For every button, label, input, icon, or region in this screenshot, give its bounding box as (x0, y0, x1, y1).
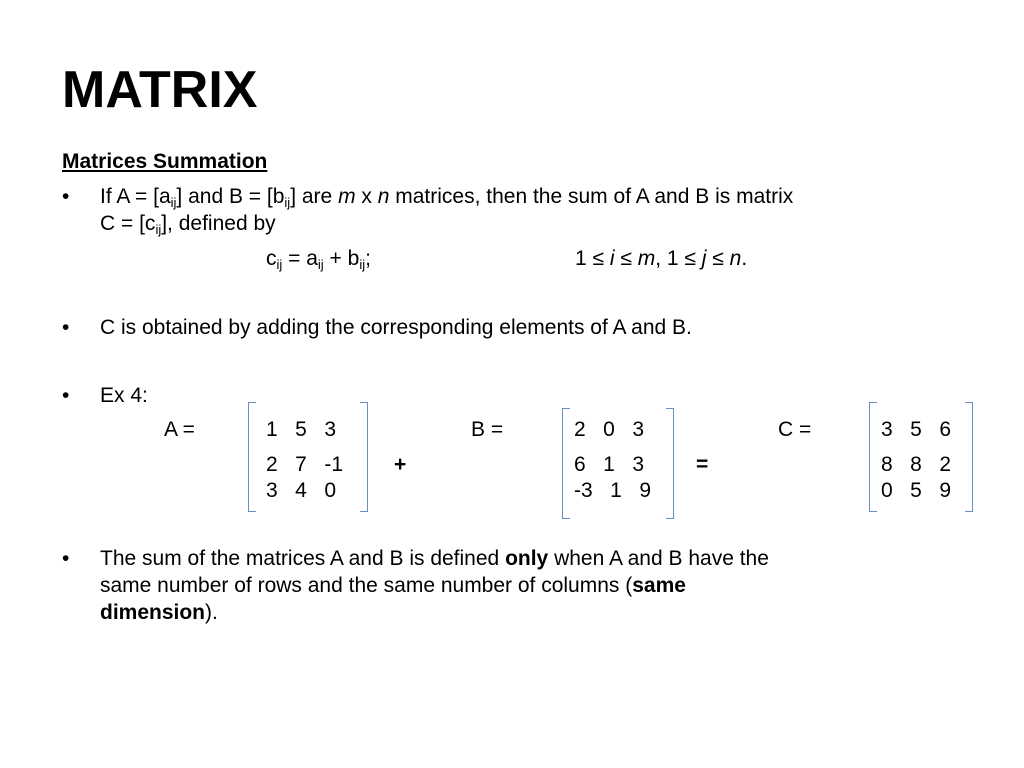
b1-text: matrices, then the sum of A and B is matrix (389, 185, 794, 208)
b1-var-n: n (377, 185, 390, 208)
matrix-b-row-1: 2 0 3 (574, 418, 645, 441)
r-text: 1 ≤ (575, 247, 610, 270)
matrix-a-row-3: 3 4 0 (266, 479, 337, 502)
f-sub: ij (359, 257, 366, 272)
r-var-n: n (729, 247, 742, 270)
b4l3-text: ). (205, 601, 218, 624)
f-sub: ij (317, 257, 324, 272)
f-sub: ij (276, 257, 283, 272)
matrix-a-right-bracket (360, 402, 368, 512)
plus-sign: + (394, 453, 407, 476)
r-text: , 1 ≤ (655, 247, 702, 270)
bullet-3-text: Ex 4: (100, 384, 148, 407)
bullet-2-text: C is obtained by adding the corresponding elements of A and B. (100, 316, 692, 339)
b4-text: when A and B have the (548, 547, 769, 570)
f-text: + b (323, 247, 360, 270)
matrix-a-left-bracket (248, 402, 256, 512)
matrix-b-row-2: 6 1 3 (574, 453, 645, 476)
r-text: ≤ (614, 247, 638, 270)
b1l2-sub: ij (155, 222, 162, 237)
b1-sub: ij (170, 195, 177, 210)
b4l2-text: same number of rows and the same number of columns ( (100, 574, 633, 597)
f-text: = a (282, 247, 318, 270)
b1l2-text: ], defined by (161, 212, 276, 235)
matrix-a-row-1: 1 5 3 (266, 418, 337, 441)
bullet-4-line-3 (100, 599, 218, 626)
matrix-a-label: A = (164, 418, 195, 441)
matrix-b-right-bracket (666, 408, 674, 519)
f-text: ; (365, 247, 371, 270)
bullet-4-line-2 (100, 572, 686, 599)
matrix-c-right-bracket (965, 402, 973, 512)
equals-sign: = (696, 453, 709, 476)
matrix-b-row-3: -3 1 9 (574, 479, 652, 502)
matrix-c-row-1: 3 5 6 (881, 418, 952, 441)
index-range (575, 245, 747, 272)
b4-text: The sum of the matrices A and B is defined (100, 547, 506, 570)
matrix-a-row-2: 2 7 -1 (266, 453, 344, 476)
bullet-marker-2: • (62, 316, 70, 339)
matrix-b-label: B = (471, 418, 504, 441)
b4-only: only (505, 547, 549, 570)
b1-text: If A = [a (100, 185, 171, 208)
f-c: c (266, 247, 277, 270)
bullet-1-line-1 (100, 183, 793, 210)
section-heading: Matrices Summation (62, 150, 268, 173)
matrix-c-left-bracket (869, 402, 877, 512)
bullet-4-line-1 (100, 545, 769, 572)
matrix-c-label: C = (778, 418, 812, 441)
b1-sub: ij (284, 195, 291, 210)
bullet-marker-1: • (62, 185, 70, 208)
sum-formula (266, 245, 371, 272)
b4-dimension: dimension (100, 601, 206, 624)
bullet-1-line-2 (100, 210, 276, 237)
matrix-c-row-2: 8 8 2 (881, 453, 952, 476)
b1-text: x (355, 185, 378, 208)
bullet-marker-3: • (62, 384, 70, 407)
b1l2-text: C = [c (100, 212, 156, 235)
b4-same: same (632, 574, 686, 597)
b1-text: ] are (290, 185, 339, 208)
bullet-marker-4: • (62, 547, 70, 570)
slide-title: MATRIX (62, 61, 258, 119)
r-var-i: i (609, 247, 615, 270)
r-text: . (741, 247, 748, 270)
r-var-m: m (637, 247, 656, 270)
matrix-c-row-3: 0 5 9 (881, 479, 952, 502)
b1-var-m: m (338, 185, 356, 208)
r-var-j: j (701, 247, 707, 270)
b1-text: ] and B = [b (176, 185, 285, 208)
matrix-b-left-bracket (562, 408, 570, 519)
r-text: ≤ (706, 247, 730, 270)
